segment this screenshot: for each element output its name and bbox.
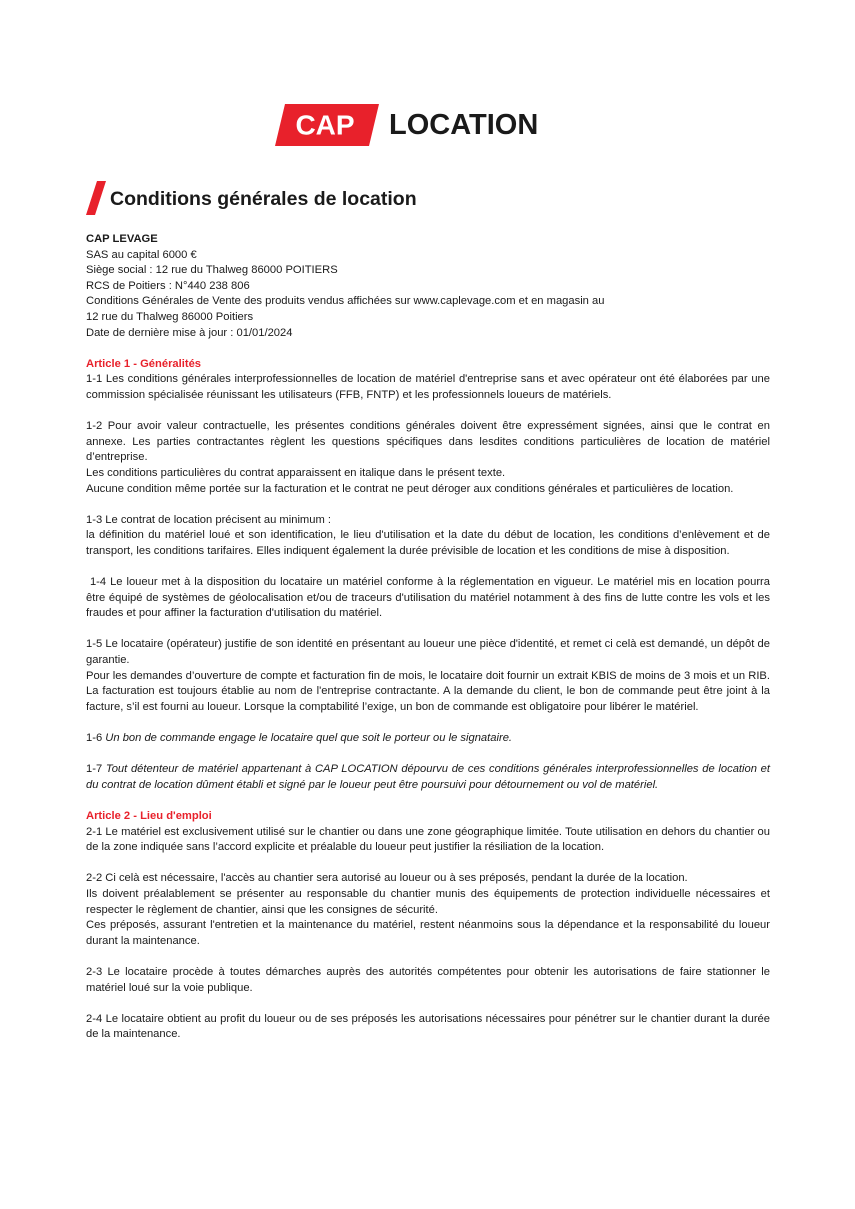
clause-1-3: 1-3 Le contrat de location précisent au minimum : <box>86 513 332 526</box>
article-1-title: Article 1 - Généralités <box>86 357 202 370</box>
clause-1-1: 1-1 Les conditions générales interprofessionnelles de location de matériel d'entreprise sans et avec opérateur ont été élaborées par une commission spécialisée réunissant les utilisateurs (FFB, FNTP) et les professionnels loueurs de matériels. <box>86 373 770 401</box>
company-line: Conditions Générales de Vente des produits vendus affichées sur www.caplevage.com et en magasin au <box>86 295 605 308</box>
clause-1-2: 1-2 Pour avoir valeur contractuelle, les présentes conditions générales doivent être expressément signées, ainsi que le contrat en annexe. Les parties contractantes règlent les questions spécifiques dans lesdites conditions particulières de location de matériel d’entreprise. <box>86 420 770 464</box>
clause-2-1: 2-1 Le matériel est exclusivement utilisé sur le chantier ou dans une zone géographique limitée. Toute utilisation en dehors du chantier ou de la zone indiquée sans l’accord explicite et préalable du loueur peut justifier la résiliation de la location. <box>86 825 770 854</box>
company-info <box>86 232 770 341</box>
clause-2-3: 2-3 Le locataire procède à toutes démarches auprès des autorités compétentes pour obtenir les autorisations de faire stationner le matériel loué sur la voie publique. <box>86 965 770 994</box>
clause-1-5: 1-5 Le locataire (opérateur) justifie de son identité en présentant au loueur une pièce d'identité, et remet ci celà est demandé, un dépôt de garantie. <box>86 638 770 667</box>
logo-text: LOCATION <box>389 108 539 141</box>
clause-1-7-text: Tout détenteur de matériel appartenant à CAP LOCATION dépourvu de ces conditions générales interprofessionnelles de location et du contrat de location dûment établi et signé par le loueur peut être poursuivi pour détournement ou vol de matériel. <box>86 763 770 791</box>
title-slash-icon <box>86 181 108 217</box>
page-title: Conditions générales de location <box>110 187 417 210</box>
company-line: RCS de Poitiers : N°440 238 806 <box>86 279 250 292</box>
document-body <box>86 232 774 1043</box>
clause-1-2-derogation: Aucune condition même portée sur la facturation et le contrat ne peut déroger aux conditions générales et particulières de location. <box>86 482 734 495</box>
clause-number: 1-7 <box>86 763 106 776</box>
clause-2-2-equipment: Ils doivent préalablement se présenter au responsable du chantier munis des équipements de protection individuelle nécessaires et respecter le règlement de chantier, ainsi que les consignes de sécurité. <box>86 887 770 916</box>
company-line: 12 rue du Thalweg 86000 Poitiers <box>86 310 254 323</box>
clause-2-2-responsibility: Ces préposés, assurant l'entretien et la maintenance du matériel, restent néanmoins sous la dépendance et la responsabilité du loueur durant la maintenance. <box>86 919 770 947</box>
page-title-block <box>86 181 417 217</box>
clause-1-7 <box>86 762 770 793</box>
clause-1-6 <box>86 731 770 747</box>
article-2-title: Article 2 - Lieu d'emploi <box>86 809 212 822</box>
company-line: Date de dernière mise à jour : 01/01/2024 <box>86 326 293 339</box>
clause-2-4: 2-4 Le locataire obtient au profit du loueur ou de ses préposés les autorisations nécessaires pour pénétrer sur le chantier durant la durée de la maintenance. <box>86 1012 770 1041</box>
company-name: CAP LEVAGE <box>86 233 158 245</box>
clause-1-6-text: Un bon de commande engage le locataire quel que soit le porteur ou le signataire. <box>105 732 513 744</box>
company-line: Siège social : 12 rue du Thalweg 86000 POITIERS <box>86 264 338 277</box>
clause-1-4: 1-4 Le loueur met à la disposition du locataire un matériel conforme à la réglementation en vigueur. Le matériel mis en location pourra être équipé de systèmes de géolocalisation et/ou de traceurs d'utilisation du matériel notamment à des fins de lutte contre les vols et les fraudes et pour affiner la facturation d'utilisation du matériel. <box>86 576 774 620</box>
clause-2-2: 2-2 Ci celà est nécessaire, l'accès au chantier sera autorisé au loueur ou à ses préposés, pendant la durée de la location. <box>86 872 688 885</box>
clause-1-3-details: la définition du matériel loué et son identification, le lieu d'utilisation et la date du début de location, les conditions d’enlèvement et de transport, les conditions tarifaires. Elles indiquent également la durée prévisible de location et les conditions de mise à disposition. <box>86 529 770 557</box>
clause-1-5-account: Pour les demandes d’ouverture de compte et facturation fin de mois, le locataire doit fournir un extrait KBIS de moins de 3 mois et un RIB. La facturation est toujours établie au nom de l'entreprise contractante. A la demande du client, le bon de commande peut être joint à la facture, s’il est fourni au loueur. Lorsque la comptabilité l’exige, un bon de commande est obligatoire pour libérer le matériel. <box>86 669 770 713</box>
cap-logo-badge <box>275 104 379 146</box>
brand-logo <box>275 104 538 146</box>
logo-badge-text: CAP <box>295 109 355 141</box>
company-line: SAS au capital 6000 € <box>86 248 197 261</box>
clause-1-2-italic-note: Les conditions particulières du contrat apparaissent en italique dans le présent texte. <box>86 466 506 479</box>
clause-number: 1-6 <box>86 732 106 744</box>
